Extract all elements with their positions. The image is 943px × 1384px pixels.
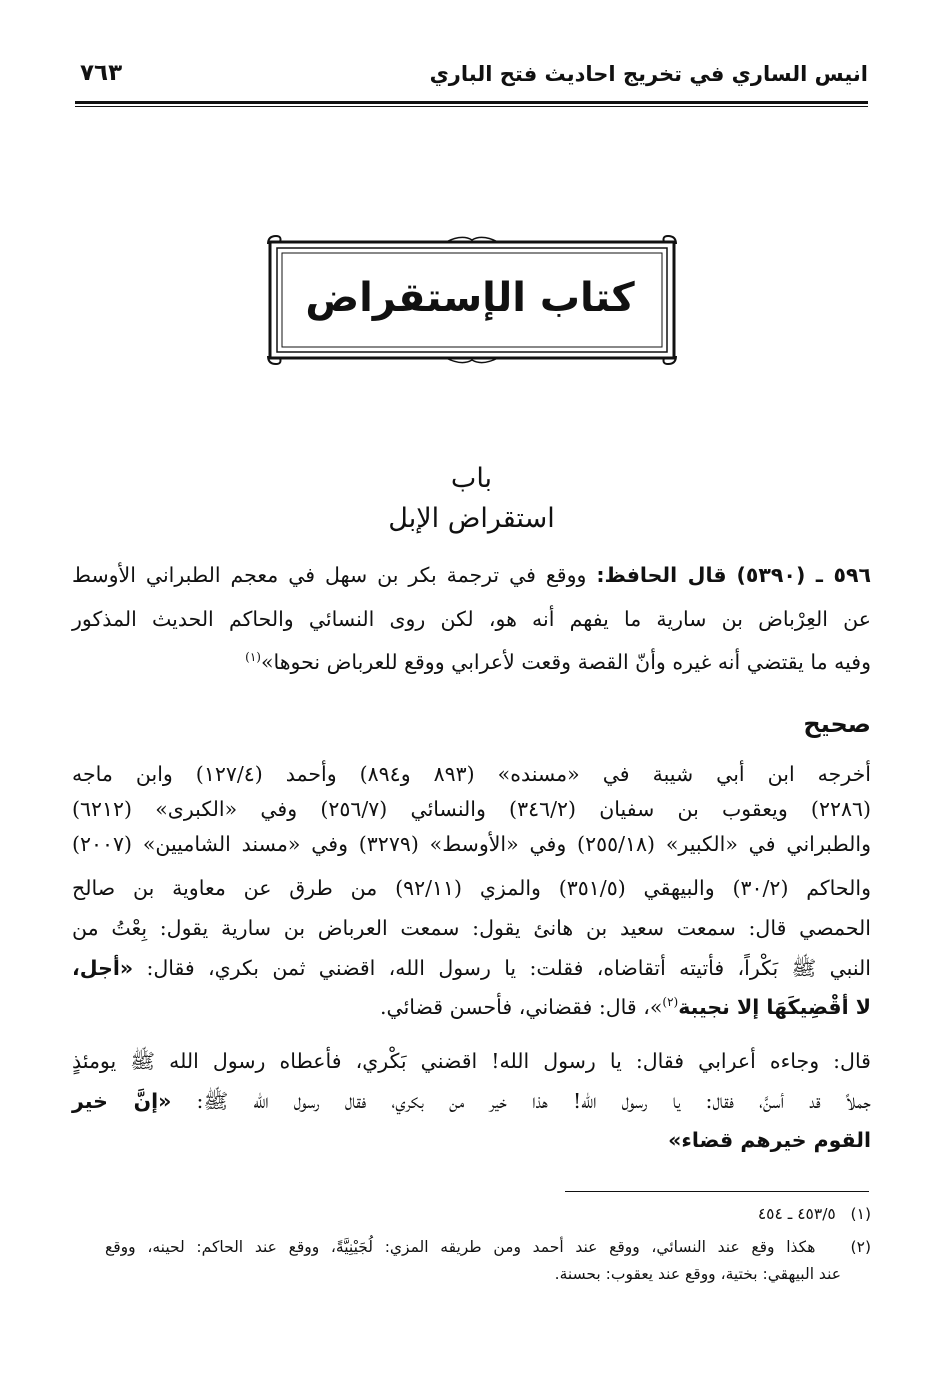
footnote-ref: (٢) (662, 995, 679, 1010)
footnote-2 (105, 1238, 871, 1256)
takhrij-line: الحمصي قال: سمعت سعيد بن هانئ يقول: سمعت العرباض بن سارية يقول: بِعْتُ من (72, 916, 871, 940)
para2-line: جملاً قد أسنَّ، فقال: يا رسول الله! هذا خير من بكري، فقال رسول الله ﷺ: (196, 1089, 871, 1113)
takhrij-line: (٢٢٨٦) ويعقوب بن سفيان (٣٤٦/٢) والنسائي (٢٥٦/٧) وفي «الكبرى» (٦٢١٢) (72, 797, 871, 821)
takhrij-line-6 (72, 956, 871, 986)
takhrij-line: والطبراني في «الكبير» (٢٥٥/١٨) وفي «الأوسط» (٣٢٧٩) وفي «مسند الشاميين» (٢٠٠٧) (72, 832, 872, 856)
bab-label: باب (450, 463, 493, 494)
hadith-speaker: قال الحافظ: (596, 563, 727, 587)
header-rule-thin (75, 106, 868, 107)
footnote-ref: (١) (245, 650, 261, 665)
footnote-text: هكذا وقع عند النسائي، ووقع عند أحمد ومن طريقه المزي: لُجَيْنِيَّةً، ووقع عند الحاكم: لحينه، ووقع (105, 1238, 816, 1256)
footnote-1 (758, 1205, 871, 1223)
hadith-quote-line: وفيه ما يقتضي أنه غيره وأنّ القصة وقعت لأعرابي ووقع للعرباض نحوها» (260, 650, 871, 674)
hadith-saying: لا أقْضِيكَهَا إلا نجيبة (678, 995, 871, 1019)
hadith-saying: «إنَّ خير (72, 1089, 172, 1113)
bab-title: استقراض الإبل (388, 503, 555, 534)
page-number: ٧٦٣ (80, 60, 123, 86)
footnote-text: ٤٥٣/٥ ـ ٤٥٤ (757, 1205, 836, 1223)
footnote-marker: (٢) (850, 1238, 871, 1256)
hadith-quote-line: ووقع في ترجمة بكر بن سهل في معجم الطبراني الأوسط (72, 563, 587, 587)
hadith-line-2 (72, 607, 871, 631)
hadith-saying: «أجل، (72, 956, 134, 980)
header-rule (75, 101, 868, 104)
hadith-grade: صحيح (803, 710, 871, 738)
footnote-rule (565, 1191, 869, 1192)
para2-line-2 (72, 1089, 871, 1119)
takhrij-line-7 (380, 995, 871, 1019)
takhrij-line: »، قال: فقضاني، فأحسن قضائي. (379, 995, 663, 1019)
hadith-quote-line: عن العِرْباض بن سارية ما يفهم أنه هو، لكن روى النسائي والحاكم الحديث المذكور (72, 607, 871, 631)
para2-line: قال: وجاءه أعرابي فقال: يا رسول الله! اقضني بَكْري، فأعطاه رسول الله ﷺ يومئذٍ (72, 1049, 871, 1073)
takhrij-line: النبي ﷺ بَكْراً، فأتيته أتقاضاه، فقلت: يا رسول الله، اقضني ثمن بكري، فقال: (146, 956, 871, 980)
footnote-marker: (١) (850, 1205, 871, 1223)
para2-last-line: القوم خيرهم قضاء» (668, 1128, 871, 1152)
hadith-line-3 (245, 650, 871, 674)
chapter-title: كتاب الإستقراض (305, 275, 635, 321)
takhrij-line: أخرجه ابن أبي شيبة في «مسنده» (٨٩٣ و٨٩٤) وأحمد (١٢٧/٤) وابن ماجه (72, 762, 871, 786)
hadith-line-1 (72, 563, 871, 587)
footnote-2-cont: عند البيهقي: بختية، ووقع عند يعقوب: بحسنة. (554, 1265, 841, 1283)
hadith-number: ٥٩٦ ـ (٥٣٩٠) (736, 563, 871, 587)
takhrij-line: والحاكم (٣٠/٢) والبيهقي (٣٥١/٥) والمزي (٩٢/١١) من طرق عن معاوية بن صالح (72, 876, 871, 900)
running-header-title: انيس الساري في تخريج احاديث فتح الباري (429, 62, 868, 86)
